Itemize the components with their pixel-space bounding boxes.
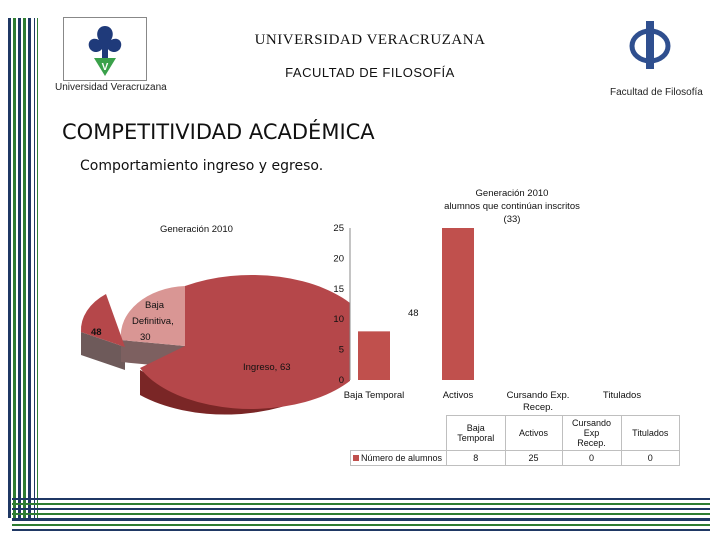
pie-label-ingreso: Ingreso, 63 bbox=[243, 362, 291, 373]
y-axis-ticks bbox=[333, 223, 344, 386]
bar-chart-title-line: (33) bbox=[503, 214, 521, 225]
bar bbox=[358, 331, 390, 380]
pie-label-baja-line1: Baja bbox=[145, 300, 165, 311]
table-header-cell: Activos bbox=[505, 416, 562, 451]
pie-chart-title: Generación 2010 bbox=[160, 224, 233, 235]
table-header-row bbox=[351, 416, 680, 451]
pie-label-baja-line2: Definitiva, bbox=[132, 316, 174, 327]
x-category-label: Baja Temporal bbox=[343, 390, 405, 401]
table-value-cell: 0 bbox=[562, 451, 621, 466]
y-tick-label: 0 bbox=[338, 375, 344, 386]
table-row bbox=[351, 451, 680, 466]
x-category-label: Recep. bbox=[522, 402, 554, 413]
y-tick-label: 15 bbox=[333, 283, 344, 295]
pie-label-48: 48 bbox=[91, 327, 102, 338]
x-axis-categories bbox=[344, 390, 642, 413]
faculty-name: FACULTAD DE FILOSOFÍA bbox=[285, 65, 455, 80]
faculty-logo-caption: Facultad de Filosofía bbox=[610, 87, 703, 98]
x-category-label: Cursando Exp. bbox=[506, 390, 570, 401]
pie-chart bbox=[60, 190, 350, 470]
series-legend-key bbox=[353, 455, 359, 461]
y-tick-label: 10 bbox=[333, 314, 344, 326]
university-logo-caption: Universidad Veracruzana bbox=[55, 82, 167, 93]
bar-chart-title bbox=[444, 188, 580, 225]
table-header-cell: Cursando Exp Recep. bbox=[562, 416, 621, 451]
table-value-cell: 25 bbox=[505, 451, 562, 466]
series-name: Número de alumnos bbox=[361, 453, 443, 463]
pie-label-baja-line3: 30 bbox=[140, 332, 151, 343]
table-value-cell: 0 bbox=[621, 451, 679, 466]
page-title: COMPETITIVIDAD ACADÉMICA bbox=[62, 120, 375, 144]
chart-data-table bbox=[350, 415, 680, 466]
bar-chart-title-line: alumnos que continúan inscritos bbox=[444, 201, 580, 212]
y-tick-label: 20 bbox=[333, 253, 344, 265]
table-value-cell: 8 bbox=[446, 451, 505, 466]
table-series-label bbox=[351, 451, 447, 466]
x-category-label: Activos bbox=[442, 390, 474, 401]
faculty-logo bbox=[622, 17, 678, 73]
table-corner-cell bbox=[351, 416, 447, 451]
bar-annotation: 48 bbox=[408, 308, 419, 319]
y-tick-label: 5 bbox=[338, 344, 344, 356]
table-header-cell: Baja Temporal bbox=[446, 416, 505, 451]
bars bbox=[358, 228, 474, 380]
svg-text:V: V bbox=[101, 62, 109, 73]
bar-chart-title-line: Generación 2010 bbox=[475, 188, 549, 199]
y-tick-label: 25 bbox=[333, 223, 344, 234]
page-subtitle: Comportamiento ingreso y egreso. bbox=[80, 158, 324, 174]
x-category-label: Titulados bbox=[602, 390, 642, 401]
table-header-cell: Titulados bbox=[621, 416, 679, 451]
bar bbox=[442, 228, 474, 380]
university-name: UNIVERSIDAD VERACRUZANA bbox=[254, 32, 486, 48]
